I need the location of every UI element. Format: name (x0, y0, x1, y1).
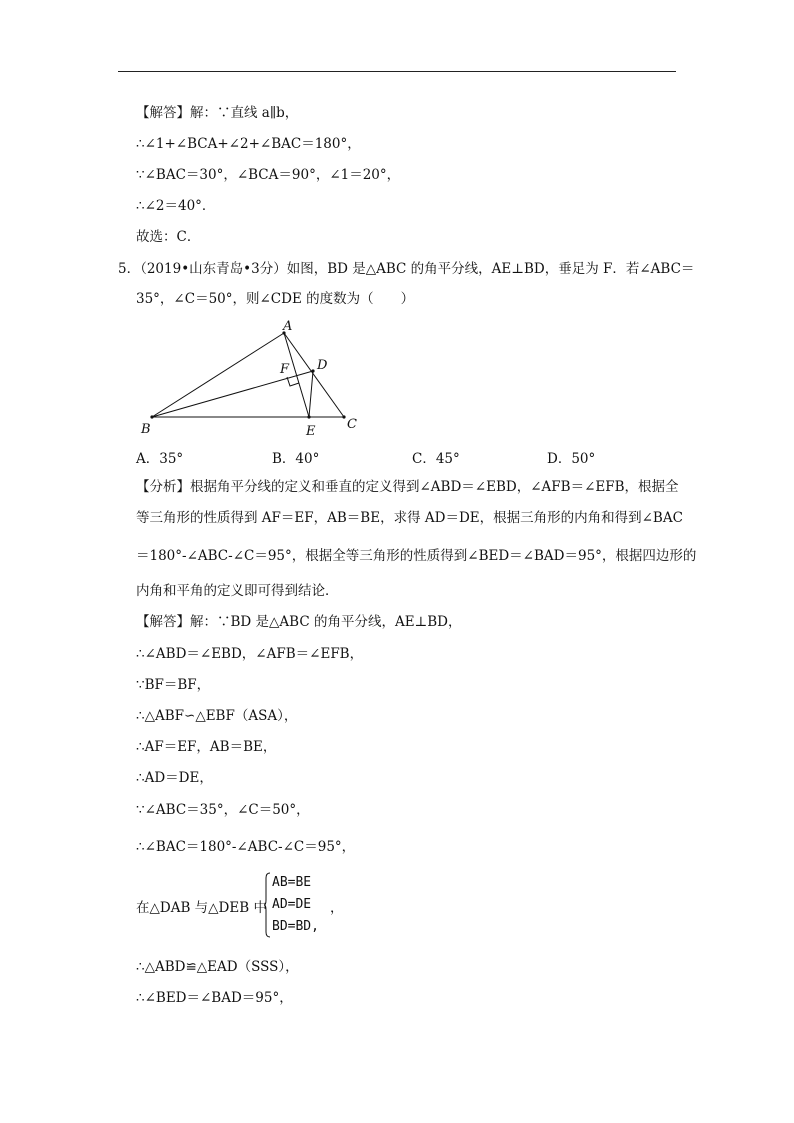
label-a: A (283, 319, 293, 334)
option-a: A．35° (136, 451, 184, 467)
option-b: B．40° (272, 451, 320, 467)
solution-line-2: ∴∠ABD＝∠EBD，∠AFB＝∠EFB， (136, 646, 364, 662)
solution-line-9-prefix: 在△DAB 与△DEB 中 (136, 900, 267, 916)
label-e: E (306, 424, 316, 439)
system-eq-1: AB=BE (272, 875, 312, 890)
solution-line-5: ∴AF＝EF，AB＝BE， (136, 739, 277, 755)
prev-solution-line-2: ∴∠1+∠BCA+∠2+∠BAC＝180°， (136, 136, 361, 152)
option-d: D．50° (547, 451, 596, 467)
solution-line-6: ∴AD＝DE， (136, 770, 213, 786)
label-d: D (317, 358, 328, 373)
triangle-figure (136, 316, 376, 440)
analysis-line-1: 【分析】根据角平分线的定义和垂直的定义得到∠ABD＝∠EBD，∠AFB＝∠EFB，根据全 (136, 479, 679, 495)
solution-line-4: ∴△ABF∽△EBF（ASA）， (136, 708, 298, 724)
segment-ac (284, 333, 344, 417)
label-b: B (141, 422, 151, 437)
label-c: C (347, 417, 357, 432)
solution-line-11: ∴∠BED＝∠BAD＝95°， (136, 990, 293, 1006)
points (150, 331, 345, 418)
label-f: F (280, 362, 290, 377)
system-equations (272, 872, 319, 938)
left-brace-icon (264, 872, 270, 938)
segment-bd (152, 371, 313, 417)
header-rule (118, 71, 676, 72)
segment-ab (152, 333, 284, 417)
analysis-line-2: 等三角形的性质得到 AF＝EF，AB＝BE，求得 AD＝DE，根据三角形的内角和得到∠BAC (136, 510, 683, 526)
solution-line-9-suffix: ， (330, 900, 344, 916)
prev-solution-line-5: 故选：C． (136, 229, 201, 245)
prev-solution-line-4: ∴∠2＝40°． (136, 198, 216, 214)
segment-de (309, 371, 313, 417)
solution-line-3: ∵BF＝BF， (136, 677, 211, 693)
solution-line-10: ∴△ABD≌△EAD（SSS）， (136, 959, 299, 975)
option-c: C．45° (412, 451, 460, 467)
prev-solution-line-3: ∵∠BAC＝30°，∠BCA＝90°，∠1＝20°， (136, 167, 401, 183)
solution-line-8: ∴∠BAC＝180°-∠ABC-∠C＝95°， (136, 839, 356, 855)
system-eq-2: AD=DE (272, 897, 312, 912)
solution-line-1: 【解答】解：∵BD 是△ABC 的角平分线，AE⊥BD， (136, 614, 462, 630)
prev-solution-line-1: 【解答】解：∵直线 a∥b， (136, 105, 299, 121)
question-line-2: 35°，∠C＝50°，则∠CDE 的度数为（ ） (136, 291, 415, 307)
analysis-line-3: ＝180°-∠ABC-∠C＝95°，根据全等三角形的性质得到∠BED＝∠BAD＝95°，根据四边形的 (136, 548, 697, 564)
question-line-1: 5．（2019•山东青岛•3分）如图，BD 是△ABC 的角平分线，AE⊥BD，垂足为 F．若∠ABC＝ (118, 261, 695, 277)
system-eq-3: BD=BD, (272, 919, 319, 934)
solution-line-7: ∵∠ABC＝35°，∠C＝50°， (136, 802, 310, 818)
analysis-line-4: 内角和平角的定义即可得到结论． (136, 583, 339, 599)
